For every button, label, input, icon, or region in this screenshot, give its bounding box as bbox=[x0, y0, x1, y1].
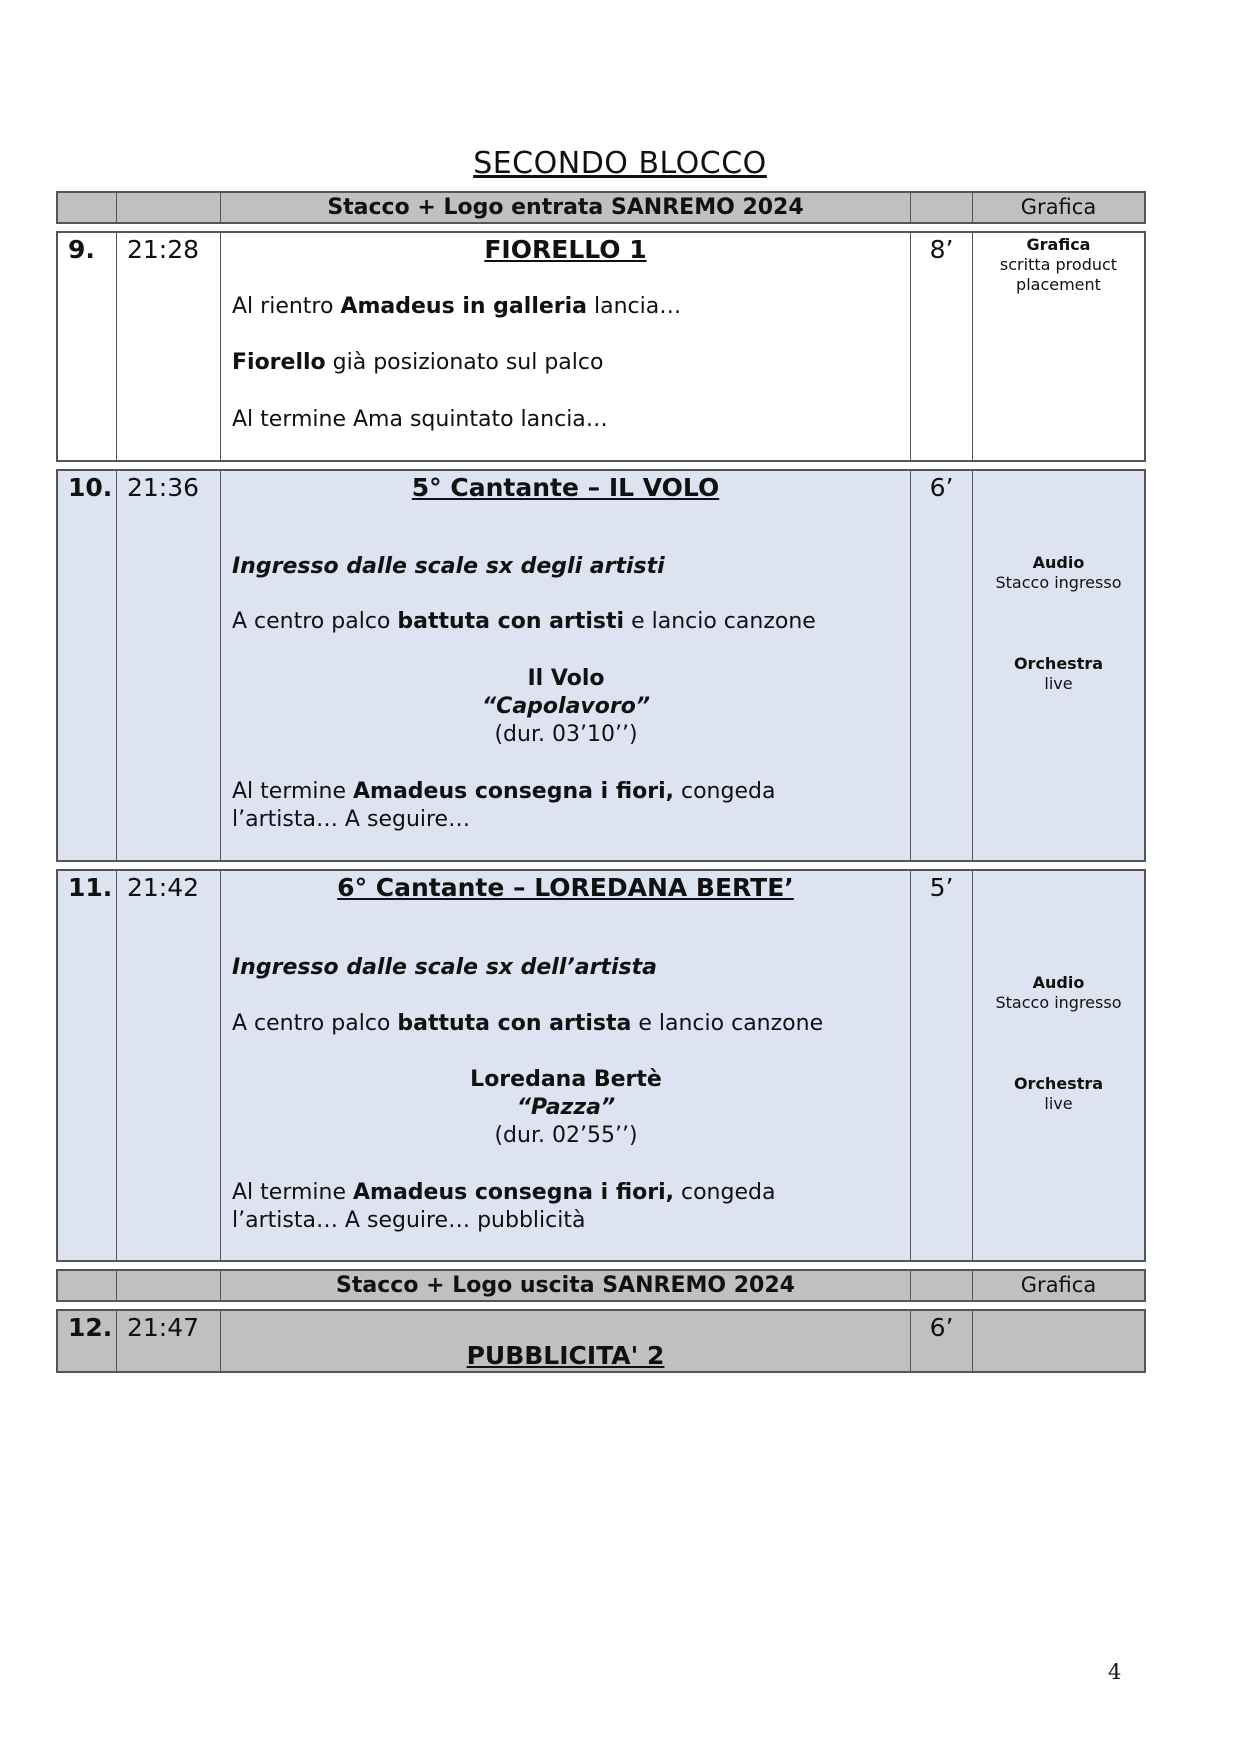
row-number: 10. bbox=[58, 471, 117, 860]
band-cell-empty bbox=[117, 193, 221, 222]
text: A centro palco bbox=[232, 609, 398, 634]
row-notes bbox=[973, 1311, 1144, 1371]
segment-heading: 5° Cantante – IL VOLO bbox=[411, 473, 720, 502]
note-text: Stacco ingresso bbox=[995, 573, 1122, 592]
note-title: Audio bbox=[1032, 553, 1085, 572]
note-title: Audio bbox=[1032, 973, 1085, 992]
row-number: 9. bbox=[58, 233, 117, 460]
row-time: 21:47 bbox=[117, 1311, 221, 1371]
note-block bbox=[973, 235, 1144, 295]
row-notes bbox=[973, 233, 1144, 460]
table-row-9 bbox=[56, 231, 1146, 462]
text: e lancio canzone bbox=[624, 609, 816, 634]
row-duration: 5’ bbox=[911, 871, 973, 1260]
content-line bbox=[232, 349, 900, 377]
page-number: 4 bbox=[1108, 1660, 1122, 1684]
segment-heading: PUBBLICITA' 2 bbox=[466, 1341, 665, 1370]
text: Al rientro bbox=[232, 294, 341, 319]
note-block bbox=[973, 973, 1144, 1013]
band-label: Stacco + Logo entrata SANREMO 2024 bbox=[221, 193, 911, 222]
content-line bbox=[232, 1010, 900, 1038]
band-side-label: Grafica bbox=[1020, 195, 1097, 219]
text: lancia… bbox=[587, 294, 682, 319]
text: l’artista… A seguire… bbox=[232, 807, 471, 832]
text: e lancio canzone bbox=[631, 1011, 824, 1036]
text-bold: Amadeus consegna i fiori, bbox=[353, 1180, 674, 1205]
note-text: live bbox=[1044, 674, 1073, 693]
content-line bbox=[232, 293, 900, 321]
band-cell-empty bbox=[117, 1271, 221, 1300]
band-cell-empty bbox=[58, 193, 117, 222]
row-number: 11. bbox=[58, 871, 117, 1260]
note-text: Stacco ingresso bbox=[995, 993, 1122, 1012]
row-notes bbox=[973, 871, 1144, 1260]
text-bold: Amadeus in galleria bbox=[340, 294, 588, 319]
song-duration: (dur. 02’55’’) bbox=[494, 1123, 638, 1148]
song-title: “Capolavoro” bbox=[482, 694, 650, 719]
note-text: scritta product placement bbox=[999, 255, 1118, 294]
segment-heading: 6° Cantante – LOREDANA BERTE’ bbox=[337, 873, 794, 902]
band-cell-empty bbox=[58, 1271, 117, 1300]
note-block bbox=[973, 654, 1144, 694]
band-side-label: Grafica bbox=[1020, 1273, 1097, 1297]
table-row-10 bbox=[56, 469, 1146, 862]
text-bold: battuta con artista bbox=[397, 1011, 632, 1036]
band-logo-uscita bbox=[56, 1269, 1146, 1302]
row-duration: 8’ bbox=[911, 233, 973, 460]
page-title: SECONDO BLOCCO bbox=[473, 146, 767, 181]
row-time: 21:36 bbox=[117, 471, 221, 860]
song-duration: (dur. 03’10’’) bbox=[494, 722, 638, 747]
row-time: 21:28 bbox=[117, 233, 221, 460]
text-bold: Amadeus consegna i fiori, bbox=[353, 779, 674, 804]
note-title: Orchestra bbox=[1013, 654, 1104, 673]
text: congeda bbox=[674, 779, 776, 804]
content-line bbox=[232, 1179, 900, 1235]
row-content bbox=[221, 471, 911, 860]
text: A centro palco bbox=[232, 1011, 398, 1036]
text: congeda bbox=[674, 1180, 776, 1205]
entry-line: Ingresso dalle scale sx degli artisti bbox=[232, 554, 665, 579]
segment-heading: FIORELLO 1 bbox=[484, 235, 647, 264]
row-number: 12. bbox=[58, 1311, 117, 1371]
artist-name: Il Volo bbox=[527, 666, 605, 691]
note-block bbox=[973, 1074, 1144, 1114]
content-line: Al termine Ama squintato lancia… bbox=[232, 407, 608, 432]
note-block bbox=[973, 553, 1144, 593]
band-label: Stacco + Logo uscita SANREMO 2024 bbox=[221, 1271, 911, 1300]
band-logo-entrata bbox=[56, 191, 1146, 224]
row-content bbox=[221, 233, 911, 460]
note-title: Grafica bbox=[1026, 235, 1091, 254]
table-row-12 bbox=[56, 1309, 1146, 1373]
table-row-11 bbox=[56, 869, 1146, 1262]
row-duration: 6’ bbox=[911, 471, 973, 860]
content-line bbox=[232, 608, 900, 636]
content-line bbox=[232, 778, 900, 834]
song-title: “Pazza” bbox=[516, 1095, 616, 1120]
text-bold: battuta con artisti bbox=[397, 609, 625, 634]
entry-line: Ingresso dalle scale sx dell’artista bbox=[232, 955, 657, 980]
note-text: live bbox=[1044, 1094, 1073, 1113]
band-cell-empty bbox=[911, 1271, 973, 1300]
row-content bbox=[221, 871, 911, 1260]
row-content bbox=[221, 1311, 911, 1371]
text-bold: Fiorello bbox=[232, 350, 326, 375]
row-time: 21:42 bbox=[117, 871, 221, 1260]
text: già posizionato sul palco bbox=[325, 350, 604, 375]
text: l’artista… A seguire… pubblicità bbox=[232, 1208, 586, 1233]
note-title: Orchestra bbox=[1013, 1074, 1104, 1093]
text: Al termine bbox=[232, 1180, 353, 1205]
band-cell-empty bbox=[911, 193, 973, 222]
row-duration: 6’ bbox=[911, 1311, 973, 1371]
text: Al termine bbox=[232, 779, 353, 804]
artist-name: Loredana Bertè bbox=[470, 1067, 662, 1092]
row-notes bbox=[973, 471, 1144, 860]
